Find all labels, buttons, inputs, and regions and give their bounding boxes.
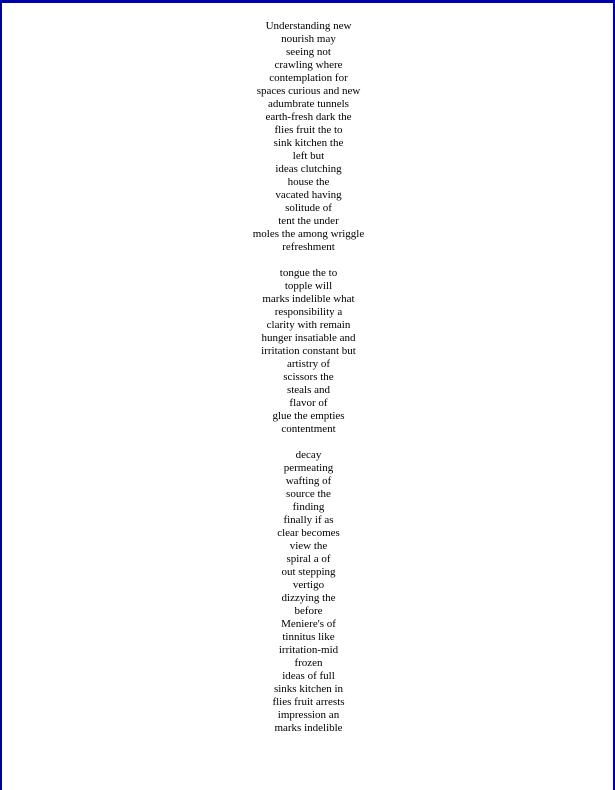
poem-body	[2, 20, 615, 735]
poem-line: tongue the to	[279, 267, 338, 279]
poem-line: permeating	[283, 462, 334, 474]
poem-line: finally if as	[283, 514, 334, 526]
poem-line: ideas of full	[282, 670, 335, 682]
poem-line: seeing not	[286, 46, 331, 58]
poem-line: impression an	[277, 709, 340, 721]
poem-line: earth-fresh dark the	[265, 111, 352, 123]
poem-line: left but	[292, 150, 325, 162]
poem-line: glue the empties	[272, 410, 345, 422]
poem-line: view the	[289, 540, 328, 552]
poem-line: finding	[292, 501, 325, 513]
poem-line: tinnitus like	[282, 631, 335, 643]
poem-line: contentment	[281, 423, 336, 435]
poem-line: flavor of	[289, 397, 328, 409]
poem-line: dizzying the	[281, 592, 336, 604]
poem-stanza	[2, 449, 615, 735]
poem-line: vacated having	[275, 189, 342, 201]
poem-line: house the	[287, 176, 330, 188]
poem-line: moles the among wriggle	[252, 228, 365, 240]
poem-line: ideas clutching	[275, 163, 342, 175]
poem-line: nourish may	[281, 33, 336, 45]
poem-line: out stepping	[281, 566, 336, 578]
poem-line: sinks kitchen in	[273, 683, 344, 695]
poem-line: refreshment	[282, 241, 335, 253]
poem-line: hunger insatiable and	[261, 332, 356, 344]
poem-line: decay	[295, 449, 322, 461]
poem-line: irritation-mid	[278, 644, 339, 656]
poem-line: flies fruit the to	[274, 124, 343, 136]
poem-line: marks indelible	[274, 722, 343, 734]
poem-line: marks indelible what	[262, 293, 355, 305]
poem-line: flies fruit arrests	[272, 696, 345, 708]
poem-line: topple will	[284, 280, 333, 292]
poem-line: vertigo	[292, 579, 325, 591]
poem-line: crawling where	[274, 59, 343, 71]
poem-line: Understanding new	[265, 20, 352, 32]
poem-stanza	[2, 267, 615, 436]
poem-line: spaces curious and new	[256, 85, 361, 97]
poem-stanza	[2, 20, 615, 254]
poem-line: responsibility a	[274, 306, 343, 318]
poem-line: irritation constant but	[261, 345, 356, 357]
poem-line: sink kitchen the	[273, 137, 344, 149]
poem-line: steals and	[286, 384, 331, 396]
poem-line: frozen	[294, 657, 323, 669]
poem-line: before	[294, 605, 323, 617]
poem-line: clear becomes	[277, 527, 340, 539]
poem-line: spiral a of	[286, 553, 331, 565]
poem-line: tent the under	[278, 215, 339, 227]
poem-line: contemplation for	[269, 72, 348, 84]
poem-line: wafting of	[285, 475, 332, 487]
poem-line: artistry of	[286, 358, 331, 370]
poem-line: clarity with remain	[266, 319, 351, 331]
poem-line: Meniere's of	[281, 618, 336, 630]
poem-line: scissors the	[283, 371, 334, 383]
poem-line: source the	[286, 488, 331, 500]
poem-line: adumbrate tunnels	[268, 98, 349, 110]
poem-line: solitude of	[285, 202, 332, 214]
